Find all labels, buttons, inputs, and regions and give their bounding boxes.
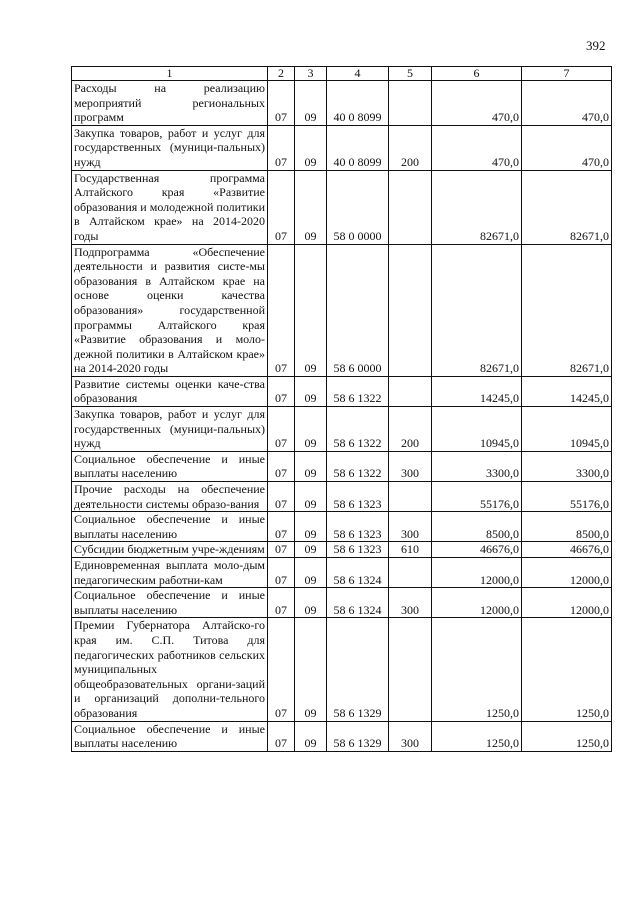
table-row (72, 542, 612, 558)
row-name: Социальное обеспечение и иные выплаты населению (72, 451, 268, 481)
row-expense-type: 300 (389, 451, 432, 481)
row-section: 07 (268, 542, 295, 558)
row-name: Развитие системы оценки каче-ства образования (72, 376, 268, 406)
row-target-code: 58 6 1323 (327, 482, 389, 512)
row-section: 07 (268, 618, 295, 721)
row-expense-type (389, 558, 432, 588)
row-subsection: 09 (295, 244, 327, 376)
row-expense-type (389, 244, 432, 376)
row-section: 07 (268, 558, 295, 588)
row-target-code: 58 6 1322 (327, 376, 389, 406)
row-section: 07 (268, 170, 295, 244)
row-amount-1: 470,0 (432, 125, 522, 170)
row-amount-2: 46676,0 (522, 542, 612, 558)
row-target-code: 58 6 1323 (327, 542, 389, 558)
row-expense-type: 200 (389, 125, 432, 170)
row-section: 07 (268, 376, 295, 406)
row-expense-type (389, 170, 432, 244)
header-row (72, 67, 612, 81)
row-amount-2: 82671,0 (522, 244, 612, 376)
row-target-code: 40 0 8099 (327, 81, 389, 126)
row-section: 07 (268, 244, 295, 376)
row-amount-2: 470,0 (522, 81, 612, 126)
row-expense-type: 300 (389, 512, 432, 542)
row-name: Закупка товаров, работ и услуг для государственных (муници-пальных) нужд (72, 125, 268, 170)
row-target-code: 58 0 0000 (327, 170, 389, 244)
row-amount-1: 55176,0 (432, 482, 522, 512)
row-target-code: 58 6 1324 (327, 558, 389, 588)
header-col-6: 6 (432, 67, 522, 81)
row-target-code: 58 6 1329 (327, 721, 389, 751)
row-amount-2: 14245,0 (522, 376, 612, 406)
table-row (72, 512, 612, 542)
row-section: 07 (268, 451, 295, 481)
row-expense-type: 300 (389, 721, 432, 751)
row-expense-type (389, 81, 432, 126)
row-amount-1: 12000,0 (432, 558, 522, 588)
row-amount-1: 46676,0 (432, 542, 522, 558)
table-row (72, 125, 612, 170)
row-subsection: 09 (295, 451, 327, 481)
table-row (72, 244, 612, 376)
row-amount-1: 8500,0 (432, 512, 522, 542)
row-amount-1: 82671,0 (432, 244, 522, 376)
table-row (72, 482, 612, 512)
row-subsection: 09 (295, 170, 327, 244)
row-section: 07 (268, 721, 295, 751)
row-amount-2: 10945,0 (522, 407, 612, 452)
table-row (72, 407, 612, 452)
row-amount-1: 1250,0 (432, 721, 522, 751)
row-name: Закупка товаров, работ и услуг для государственных (муници-пальных) нужд (72, 407, 268, 452)
row-name: Социальное обеспечение и иные выплаты населению (72, 588, 268, 618)
row-expense-type (389, 618, 432, 721)
row-amount-1: 12000,0 (432, 588, 522, 618)
row-amount-2: 3300,0 (522, 451, 612, 481)
row-name: Социальное обеспечение и иные выплаты населению (72, 512, 268, 542)
row-amount-2: 55176,0 (522, 482, 612, 512)
row-expense-type (389, 376, 432, 406)
row-name: Прочие расходы на обеспечение деятельности системы образо-вания (72, 482, 268, 512)
row-name: Субсидии бюджетным учре-ждениям (72, 542, 268, 558)
table-row (72, 721, 612, 751)
table-row (72, 81, 612, 126)
row-subsection: 09 (295, 618, 327, 721)
table-row (72, 376, 612, 406)
row-subsection: 09 (295, 125, 327, 170)
header-col-1: 1 (72, 67, 268, 81)
row-subsection: 09 (295, 81, 327, 126)
row-section: 07 (268, 482, 295, 512)
row-expense-type (389, 482, 432, 512)
row-section: 07 (268, 407, 295, 452)
row-target-code: 58 6 1329 (327, 618, 389, 721)
row-amount-2: 12000,0 (522, 588, 612, 618)
row-section: 07 (268, 588, 295, 618)
row-section: 07 (268, 512, 295, 542)
row-subsection: 09 (295, 512, 327, 542)
header-col-7: 7 (522, 67, 612, 81)
row-subsection: 09 (295, 558, 327, 588)
row-amount-2: 1250,0 (522, 618, 612, 721)
row-subsection: 09 (295, 376, 327, 406)
row-expense-type: 200 (389, 407, 432, 452)
row-name: Премии Губернатора Алтайско-го края им. С.П. Титова для педагогических работников сельских муниципальных общеобразовательных органи-заций и организаций дополни-тельного образования (72, 618, 268, 721)
row-expense-type: 300 (389, 588, 432, 618)
table-row (72, 618, 612, 721)
header-col-3: 3 (295, 67, 327, 81)
row-target-code: 58 6 0000 (327, 244, 389, 376)
row-amount-2: 82671,0 (522, 170, 612, 244)
table-row (72, 558, 612, 588)
row-subsection: 09 (295, 407, 327, 452)
row-target-code: 40 0 8099 (327, 125, 389, 170)
row-target-code: 58 6 1324 (327, 588, 389, 618)
row-name: Единовременная выплата моло-дым педагогическим работни-кам (72, 558, 268, 588)
row-target-code: 58 6 1322 (327, 407, 389, 452)
row-subsection: 09 (295, 588, 327, 618)
row-amount-1: 3300,0 (432, 451, 522, 481)
row-name: Расходы на реализацию мероприятий региональных программ (72, 81, 268, 126)
row-subsection: 09 (295, 542, 327, 558)
header-col-5: 5 (389, 67, 432, 81)
row-amount-1: 1250,0 (432, 618, 522, 721)
row-name: Государственная программа Алтайского края «Развитие образования и молодежной политики в Алтайском крае» на 2014-2020 годы (72, 170, 268, 244)
header-col-2: 2 (268, 67, 295, 81)
row-amount-2: 12000,0 (522, 558, 612, 588)
row-amount-2: 1250,0 (522, 721, 612, 751)
row-section: 07 (268, 125, 295, 170)
row-section: 07 (268, 81, 295, 126)
row-subsection: 09 (295, 482, 327, 512)
row-name: Подпрограмма «Обеспечение деятельности и развития систе-мы образования в Алтайском крае на основе оценки качества образования» государственной программы Алтайского края «Развитие образования и моло-дежной политики в Алтайском крае» на 2014-2020 годы (72, 244, 268, 376)
row-name: Социальное обеспечение и иные выплаты населению (72, 721, 268, 751)
header-col-4: 4 (327, 67, 389, 81)
budget-table (71, 66, 612, 752)
page-number: 392 (586, 38, 606, 53)
row-amount-1: 14245,0 (432, 376, 522, 406)
row-amount-1: 470,0 (432, 81, 522, 126)
row-target-code: 58 6 1323 (327, 512, 389, 542)
row-amount-2: 470,0 (522, 125, 612, 170)
table-row (72, 451, 612, 481)
table-row (72, 588, 612, 618)
row-expense-type: 610 (389, 542, 432, 558)
row-amount-1: 82671,0 (432, 170, 522, 244)
row-amount-1: 10945,0 (432, 407, 522, 452)
row-target-code: 58 6 1322 (327, 451, 389, 481)
row-subsection: 09 (295, 721, 327, 751)
row-amount-2: 8500,0 (522, 512, 612, 542)
table-row (72, 170, 612, 244)
